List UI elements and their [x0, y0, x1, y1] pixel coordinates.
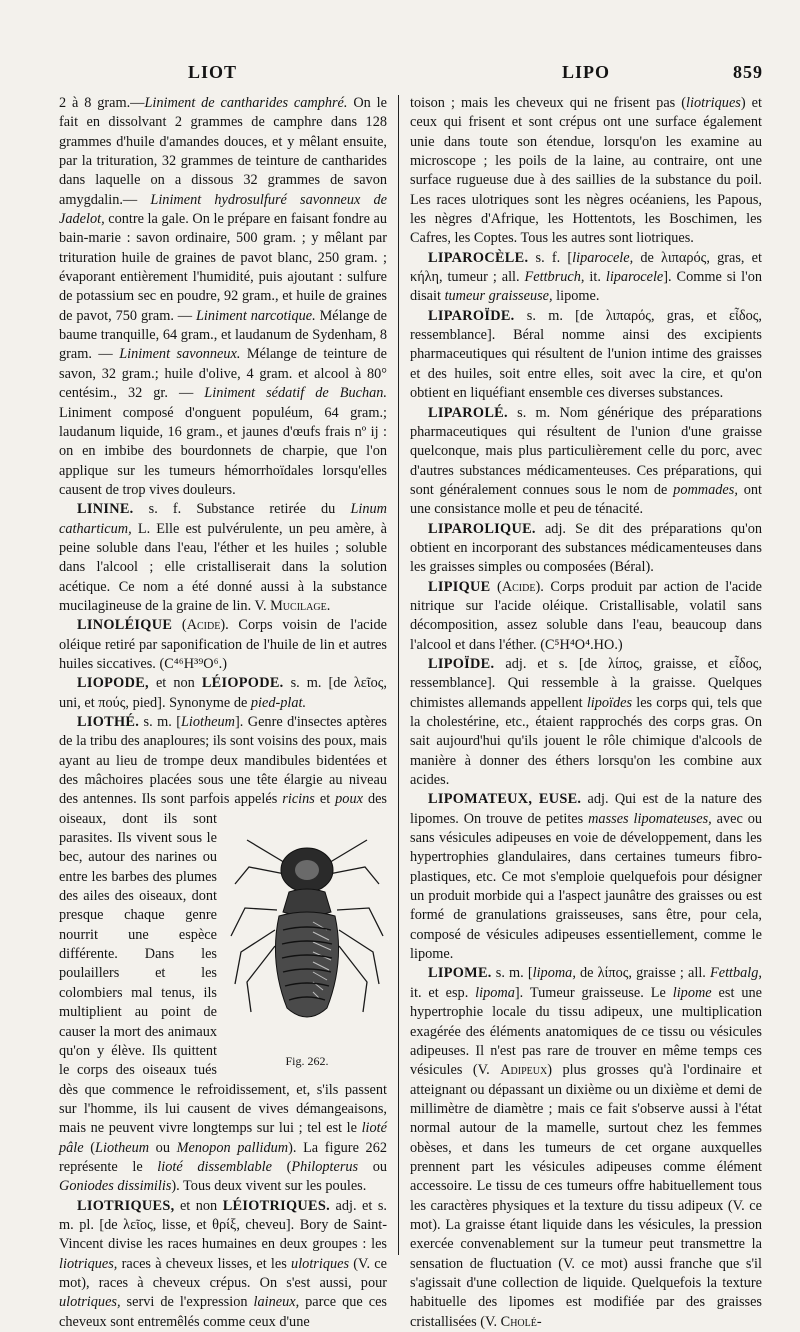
entry-liparole: LIPAROLÉ. s. m. Nom générique des préparations pharmaceutiques qui résultent de l'union d'une graisse quelconque, mais plus particulièrement celle du porc, avec d'autres substances médicamenteuses. Ces préparations, qui sont généralement connues sous le nom de pommades, ont une consistance molle et peu de ténacité.	[410, 404, 763, 518]
entry-lipoide: LIPOÏDE. adj. et s. [de λίπος, graisse, et εἶδος, ressemblance]. Qui ressemble à la graisse. Quelques chimistes allemands appellent lipoïdes les corps qui, tels que la cholestérine, etc., étaient rapprochés des corps gras. On sait aujourd'hui qu'ils jouent le rôle chimique d'alcools de manière à donner des éthers lorsqu'on les combine aux acides.	[410, 655, 763, 789]
headword: LIOTRIQUES,	[77, 1197, 175, 1214]
headword: LÉIOTRIQUES.	[222, 1197, 330, 1214]
headword: LIOTHÉ.	[77, 714, 140, 730]
headword: LIPIQUE	[428, 578, 491, 595]
headword: LIPOMATEUX, EUSE.	[428, 791, 582, 808]
headword: LIPAROCÈLE.	[428, 249, 529, 266]
entry-liparolique: LIPAROLIQUE. adj. Se dit des préparations qu'on obtient en incorporant des substances médicamenteuses dans les graisses simples ou composées (Béral).	[410, 520, 762, 576]
header-left-word: LIOT	[188, 62, 238, 82]
entry-lipomateux: LIPOMATEUX, EUSE. adj. Qui est de la nature des lipomes. On trouve de petites masses lipomateuses, avec ou sans vésicules adipeuses en voie de développement, dans les hypertrophies glandulaires, dans certaines tumeurs fibro-plastiques, etc. Ce mot s'emploie quelquefois pour désigner un produit morbide qui a l'aspect jaunâtre des graisses ou est formé de granulations graisseuses, sans être, pour cela, composé de vésicules adipeuses essentiellement, comme le lipome.	[410, 791, 763, 963]
figure-262	[223, 812, 391, 1070]
running-head	[0, 62, 800, 84]
headword: LIPOÏDE.	[428, 655, 495, 672]
entry-linoleique: LINOLÉIQUE (Acide). Corps voisin de l'acide oléique retiré par saponification de l'huile de lin et autres huiles siccatives. (C⁴⁶H³⁹O⁶.)	[59, 617, 387, 672]
louse-illustration	[227, 812, 387, 1052]
headword: LIPAROLIQUE.	[428, 520, 536, 537]
entry-lipique: LIPIQUE (Acide). Corps produit par action de l'acide nitrique sur l'acide oléique. Cristallisable, volatil sans décomposition, assez soluble dans l'eau, beaucoup dans l'alcool et dans l'éther. (C⁵H⁴O⁴.HO.)	[410, 578, 762, 653]
page-number: 859	[733, 62, 763, 82]
headword: LÉIOPODE.	[201, 675, 284, 692]
headword: LININE.	[77, 501, 134, 518]
entry-liniment-continuation: 2 à 8 gram.—Liniment de cantharides camphré. On le fait en dissolvant 2 grammes de camphre dans 128 grammes d'huile d'amandes douces, et y mêlant ensuite, par la trituration, 32 grammes de teinture de cantharides dans laquelle on a dissous 32 grammes de savon amygdalin.— Liniment hydrosulfuré savonneux de Jadelot, contre la gale. On le prépare en faisant fondre au bain-marie : savon ordinaire, 500 gram. ; y mêlant par trituration huile de graines de pavot blanc, 250 gram. ; évaporant entièrement l'humidité, puis ajoutant : sulfure de potassium sec en poudre, 92 gram., et huile de graines de pavot, 750 gram. — Liniment narcotique. Mélange de baume tranquille, 64 gram., et laudanum de Sydenham, 8 gram. — Liniment savonneux. Mélange de teinture de savon, 32 gram.; huile d'olive, 4 gram. et alcool à 80° centésim., 32 gr. — Liniment sédatif de Buchan. Liniment composé d'onguent populéum, 64 gram.; laudanum liquide, 16 gram., et jaunes d'œufs frais nº ij : on en imbibe des bourdonnets de charpie, que l'on applique sur les tumeurs hémorrhoïdales lorsqu'elles causent de trop vives douleurs.	[59, 95, 388, 498]
entry-liparocele: LIPAROCÈLE. s. f. [liparocele, de λιπαρός, gras, et κήλη, tumeur ; all. Fettbruch, it. liparocele]. Comme si l'on disait tumeur graisseuse, lipome.	[410, 249, 763, 305]
left-column	[59, 94, 387, 1332]
entry-lipome: LIPOME. s. m. [lipoma, de λίπος, graisse ; all. Fettbalg, it. et esp. lipoma]. Tumeur graisseuse. Le lipome est une hypertrophie locale du tissu adipeux, une multiplication exagérée des éléments anatomiques de ce tissu ou vésicules adipeuses. Il n'est pas rare de trouver en même temps ces vésicules (V. Adipeux) plus grosses qu'à l'ordinaire et atteignant ou dépassant un dixième ou un dixième et demi de millimètre de diamètre ; mais ce fait s'observe aussi à l'état normal autour de la mamelle, surtout chez les femmes obèses, et dans les tumeurs de cet organe auxquelles prennent part les vésicules adipeuses comme élément accessoire. Le tissu de ces tumeurs offre habituellement tous les caractères physiques et la texture du tissu adipeux (V. ce mot). La graisse étant liquide dans les vésicules, la pression exercée convenablement sur la tumeur peut transmettre la sensation de fluctuation (V. ce mot) aussi franche que s'il s'agissait d'une collection de liquide. Quelquefois la texture habituelle des lipomes est modifiée par des graisses cristallisées (V. Cholé-	[410, 965, 763, 1330]
entry-liothe: LIOTHÉ. s. m. [Liotheum]. Genre d'insectes aptères de la tribu des anaploures; ils sont voisins des poux, mais ayant au lieu de trompe deux mandibules bidentées et des mâchoires placées sous une tête élargie au niveau des antennes. Ils sont parfois appelés ricins et poux Fig. 262. des oiseaux, dont ils sont parasites. Ils vivent sous le bec, autour des narines ou entre les barbes des plumes des ailes des oiseaux, dont presque chaque genre nourrit une espèce différente. Dans les poulaillers et les colombiers mal tenus, ils multiplient au point de causer la mort des animaux qu'on y élève. Ils quittent le corps des oiseaux tués dès que commence le refroidissement, et, s'ils passent sur l'homme, ils lui causent de vives démangeaisons, mais ne peuvent vivre longtemps sur lui ; tel est le lioté pâle (Liotheum ou Menopon pallidum). La figure 262 représente le lioté dissemblable (Philopterus ou Goniodes dissimilis). Tous deux vivent sur les poules.	[59, 713, 387, 1197]
headword: LINOLÉIQUE	[77, 617, 173, 634]
entry-liparoide: LIPAROÏDE. s. m. [de λιπαρός, gras, et εἶδος, ressemblance]. Béral nomme ainsi des excipients pharmaceutiques qui résultent de l'union intime des graisses et des huiles, soit entre elles, soit avec la cire, et qu'on obtient en liquéfiant ensemble ces diverses substances.	[410, 307, 762, 402]
headword: LIPOME.	[428, 965, 492, 982]
entry-liopode: LIOPODE, et non LÉIOPODE. s. m. [de λεῖος, uni, et πούς, pied]. Synonyme de pied-plat.	[59, 675, 387, 711]
entry-liotriques-continuation: toison ; mais les cheveux qui ne frisent pas (liotriques) et ceux qui frisent et sont crépus ont une surface également unie dans toute son étendue, lorsqu'on les examine au microscope ; les poils de la laine, au contraire, ont une surface rugueuse due à des saillies de la substance du poil. Les races ulotriques sont les nègres océaniens, les Papous, les nègres d'Afrique, les Hottentots, les Boschimen, les Cafres, les Coptes. Tous les autres sont liotriques.	[410, 95, 762, 247]
figure-caption: Fig. 262.	[285, 1053, 329, 1068]
entry-linine: LININE. s. f. Substance retirée du Linum catharticum, L. Elle est pulvérulente, un peu amère, à peine soluble dans l'eau, l'éther et les huiles ; soluble dans l'alcool ; elle cristalliserait dans la solution acétique. Ce nom a été donné aussi à la substance mucilagineuse de la graine de lin. V. Mucilage.	[59, 501, 387, 614]
entry-liotriques: LIOTRIQUES, et non LÉIOTRIQUES. adj. et s. m. pl. [de λεῖος, lisse, et θρίξ, cheveu]. Bory de Saint-Vincent divise les races humaines en deux groupes : les liotriques, races à cheveux lisses, et les ulotriques (V. ce mot), races à cheveux crépus. On s'est aussi, pour ulotriques, servi de l'expression laineux, parce que ces cheveux sont entremêlés comme ceux d'une	[59, 1197, 387, 1330]
column-divider	[398, 95, 399, 1255]
header-center-word: LIPO	[562, 62, 611, 82]
right-column	[410, 94, 762, 1332]
headword: LIPAROÏDE.	[428, 307, 515, 324]
headword: LIOPODE,	[77, 675, 149, 692]
headword: LIPAROLÉ.	[428, 404, 508, 421]
